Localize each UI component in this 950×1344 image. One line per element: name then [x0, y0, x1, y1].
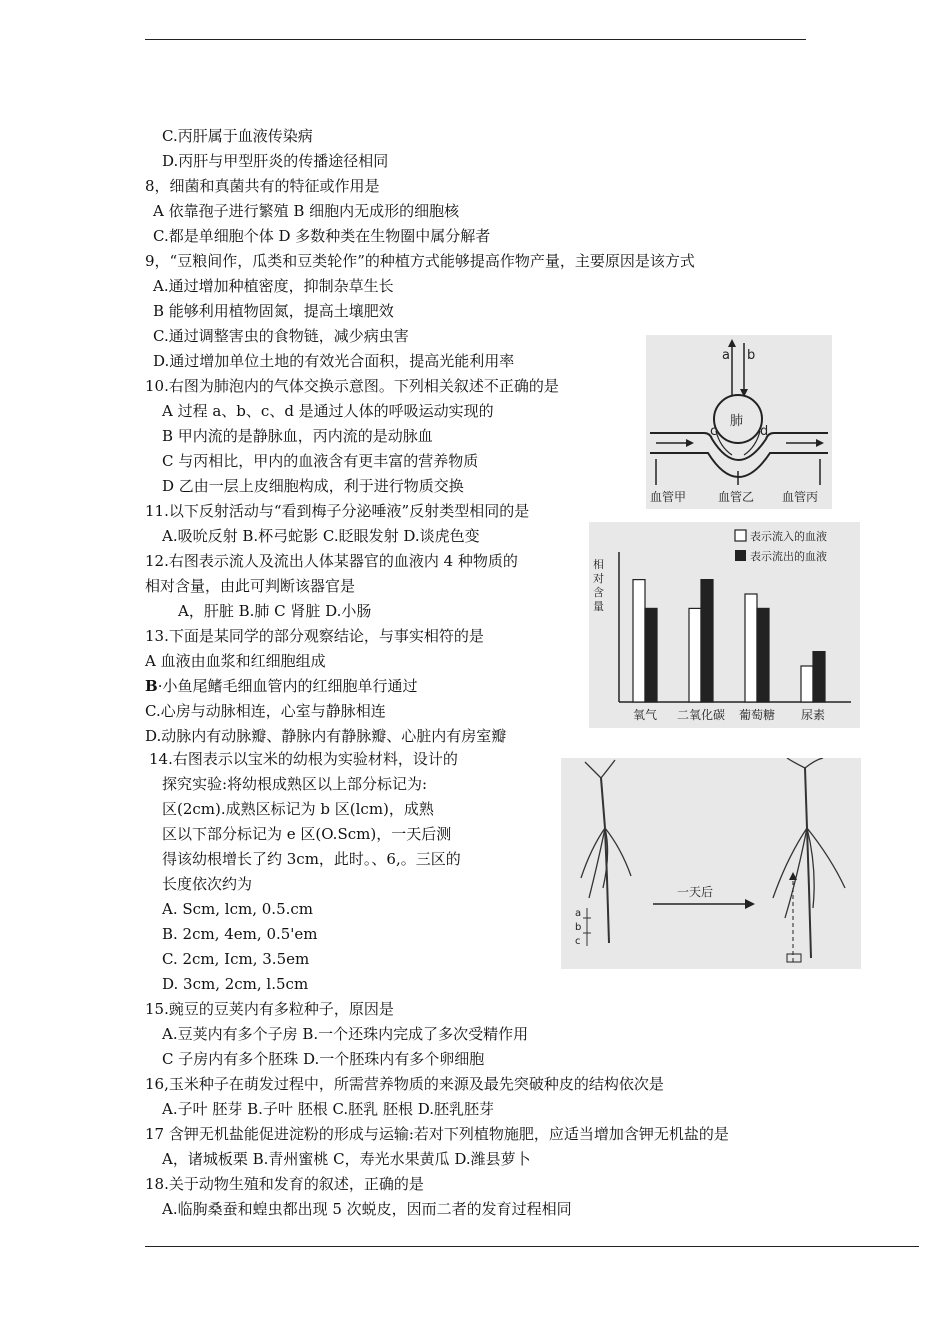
legend-inflow-label: 表示流入的血液	[750, 530, 827, 543]
arrow-label-one-day-later: 一天后	[677, 885, 714, 899]
label-c: c	[710, 424, 718, 439]
label-alveolus: 肺	[730, 414, 744, 429]
text-line-13: B 甲内流的是静脉血，丙内流的是动脉血	[162, 427, 433, 445]
text-line-28: 区(2cm).成熟区标记为 b 区(lcm)，成熟	[162, 800, 434, 818]
text-line-29: 区以下部分标记为 e 区(O.Scm)，一天后测	[162, 825, 452, 843]
text-line-8: B 能够利用植物固氮，提高土壤肥效	[153, 302, 394, 320]
text-line-25: D.动脉内有动脉瓣、静脉内有静脉瓣、心脏内有房室瓣	[145, 727, 507, 745]
ylabel-char-4: 量	[593, 600, 604, 613]
bar-inflow-4	[801, 666, 813, 702]
text-line-39: 16,玉米种子在萌发过程中，所需营养物质的来源及最先突破种皮的结构依次是	[145, 1075, 664, 1093]
ylabel-char-1: 相	[593, 558, 604, 571]
text-line-18: 12.右图表示流人及流出人体某器官的血液内 4 种物质的	[145, 552, 518, 570]
figure-root-growth	[561, 758, 861, 969]
bar-chart-svg	[589, 522, 860, 728]
text-line-31: 长度依次约为	[162, 875, 253, 893]
text-line-24: C.心房与动脉相连，心室与静脉相连	[145, 702, 386, 720]
text-line-21: 13.下面是某同学的部分观察结论，与事实相符的是	[145, 627, 484, 645]
bar-outflow-1	[645, 608, 657, 702]
text-line-17: A.吸吮反射 B.杯弓蛇影 C.眨眼发射 D.谈虎色变	[162, 527, 480, 545]
text-line-9: C.通过调整害虫的食物链，减少病虫害	[153, 327, 409, 345]
legend-outflow-swatch	[735, 550, 746, 561]
bar-outflow-4	[813, 652, 825, 702]
bar-inflow-3	[745, 594, 757, 702]
text-line-5: C.都是单细胞个体 D 多数种类在生物圈中属分解者	[153, 227, 491, 245]
text-line-26: 14.右图表示以宝米的幼根为实验材料，设计的	[149, 750, 458, 768]
text-line-42: A，诸城板栗 B.青州蜜桃 C，寿光水果黄瓜 D.潍县萝卜	[162, 1150, 531, 1168]
text-line-20: A，肝脏 B.肺 C 肾脏 D.小肠	[178, 602, 372, 620]
text-line-16: 11.以下反射活动与“看到梅子分泌唾液”反射类型相同的是	[145, 502, 530, 520]
label-vessel-bing: 血管丙	[782, 490, 819, 504]
legend-outflow-label: 表示流出的血液	[750, 550, 827, 563]
text-line-33: B. 2cm, 4em, 0.5'em	[162, 925, 318, 943]
root-label-a: a	[575, 908, 582, 919]
text-line-44: A.临朐桑蚕和蝗虫都出现 5 次蜕皮，因而二者的发育过程相同	[162, 1200, 572, 1218]
figure-alveolus-gas-exchange	[646, 335, 832, 509]
category-label-1: 氧气	[632, 708, 658, 722]
root-growth-diagram	[561, 758, 861, 969]
ylabel-char-3: 含	[593, 586, 604, 599]
ylabel-char-2: 对	[593, 572, 604, 585]
text-line-11: 10.右图为肺泡内的气体交换示意图。下列相关叙述不正确的是	[145, 377, 559, 395]
root-label-c: c	[575, 936, 581, 947]
bar-outflow-3	[757, 608, 769, 702]
q13-option-b-letter: B	[145, 677, 158, 695]
text-line-1: C.丙肝属于血液传染病	[162, 127, 313, 145]
text-line-12: A 过程 a、b、c、d 是通过人体的呼吸运动实现的	[162, 402, 494, 420]
top-rule	[145, 39, 806, 40]
label-a: a	[722, 348, 730, 363]
text-line-35: D. 3cm, 2cm, l.5cm	[162, 975, 309, 993]
text-line-7: A.通过增加种植密度，抑制杂草生长	[153, 277, 394, 295]
text-line-43: 18.关于动物生殖和发育的叙述，正确的是	[145, 1175, 424, 1193]
category-label-2: 二氧化碳	[676, 708, 726, 722]
bar-inflow-2	[689, 608, 701, 702]
text-line-23	[145, 676, 417, 696]
text-line-27: 探究实验:将幼根成熟区以上部分标记为:	[162, 775, 428, 793]
text-line-32: A. Scm, lcm, 0.5.cm	[162, 900, 314, 918]
text-line-2: D.丙肝与甲型肝炎的传播途径相同	[162, 152, 389, 170]
figure-bar-chart	[589, 522, 860, 728]
label-vessel-yi: 血管乙	[718, 490, 755, 504]
text-line-36: 15.豌豆的豆荚内有多粒种子，原因是	[145, 1000, 394, 1018]
text-line-22: A 血液由血浆和红细胞组成	[145, 652, 326, 670]
text-line-10: D.通过增加单位土地的有效光合面积，提高光能利用率	[153, 352, 515, 370]
text-line-15: D 乙由一层上皮细胞构成，利于进行物质交换	[162, 477, 464, 495]
bar-outflow-2	[701, 580, 713, 702]
category-label-3: 葡萄糖	[738, 708, 776, 722]
text-line-14: C 与丙相比，甲内的血液含有更丰富的营养物质	[162, 452, 479, 470]
text-line-34: C. 2cm, Icm, 3.5em	[162, 950, 310, 968]
text-line-40: A.子叶 胚芽 B.子叶 胚根 C.胚乳 胚根 D.胚乳胚芽	[162, 1100, 494, 1118]
legend-inflow-swatch	[735, 530, 746, 541]
text-line-4: A 依靠孢子进行繁殖 B 细胞内无成形的细胞核	[153, 202, 460, 220]
text-line-38: C 子房内有多个胚珠 D.一个胚珠内有多个卵细胞	[162, 1050, 485, 1068]
text-line-37: A.豆荚内有多个子房 B.一个还珠内完成了多次受精作用	[162, 1025, 529, 1043]
text-line-41: 17 含钾无机盐能促进淀粉的形成与运输:若对下列植物施肥，应适当增加含钾无机盐的是	[145, 1125, 729, 1143]
text-line-30: 得该幼根增长了约 3cm，此时。、6,。三区的	[162, 850, 461, 868]
label-b: b	[747, 348, 756, 363]
bottom-rule	[145, 1246, 919, 1247]
text-line-3: 8，细菌和真菌共有的特征或作用是	[145, 177, 380, 195]
label-d: d	[760, 424, 769, 439]
label-vessel-jia: 血管甲	[650, 490, 687, 504]
category-label-4: 尿素	[800, 708, 826, 722]
q13-option-b-text: ·小鱼尾鳍毛细血管内的红细胞单行通过	[157, 677, 418, 695]
bar-inflow-1	[633, 580, 645, 702]
text-line-19: 相对含量，由此可判断该器官是	[145, 577, 356, 595]
text-line-6: 9，“豆粮间作，瓜类和豆类轮作”的种植方式能够提高作物产量，主要原因是该方式	[145, 252, 695, 270]
root-label-b: b	[575, 922, 582, 933]
alveolus-diagram	[646, 335, 832, 509]
